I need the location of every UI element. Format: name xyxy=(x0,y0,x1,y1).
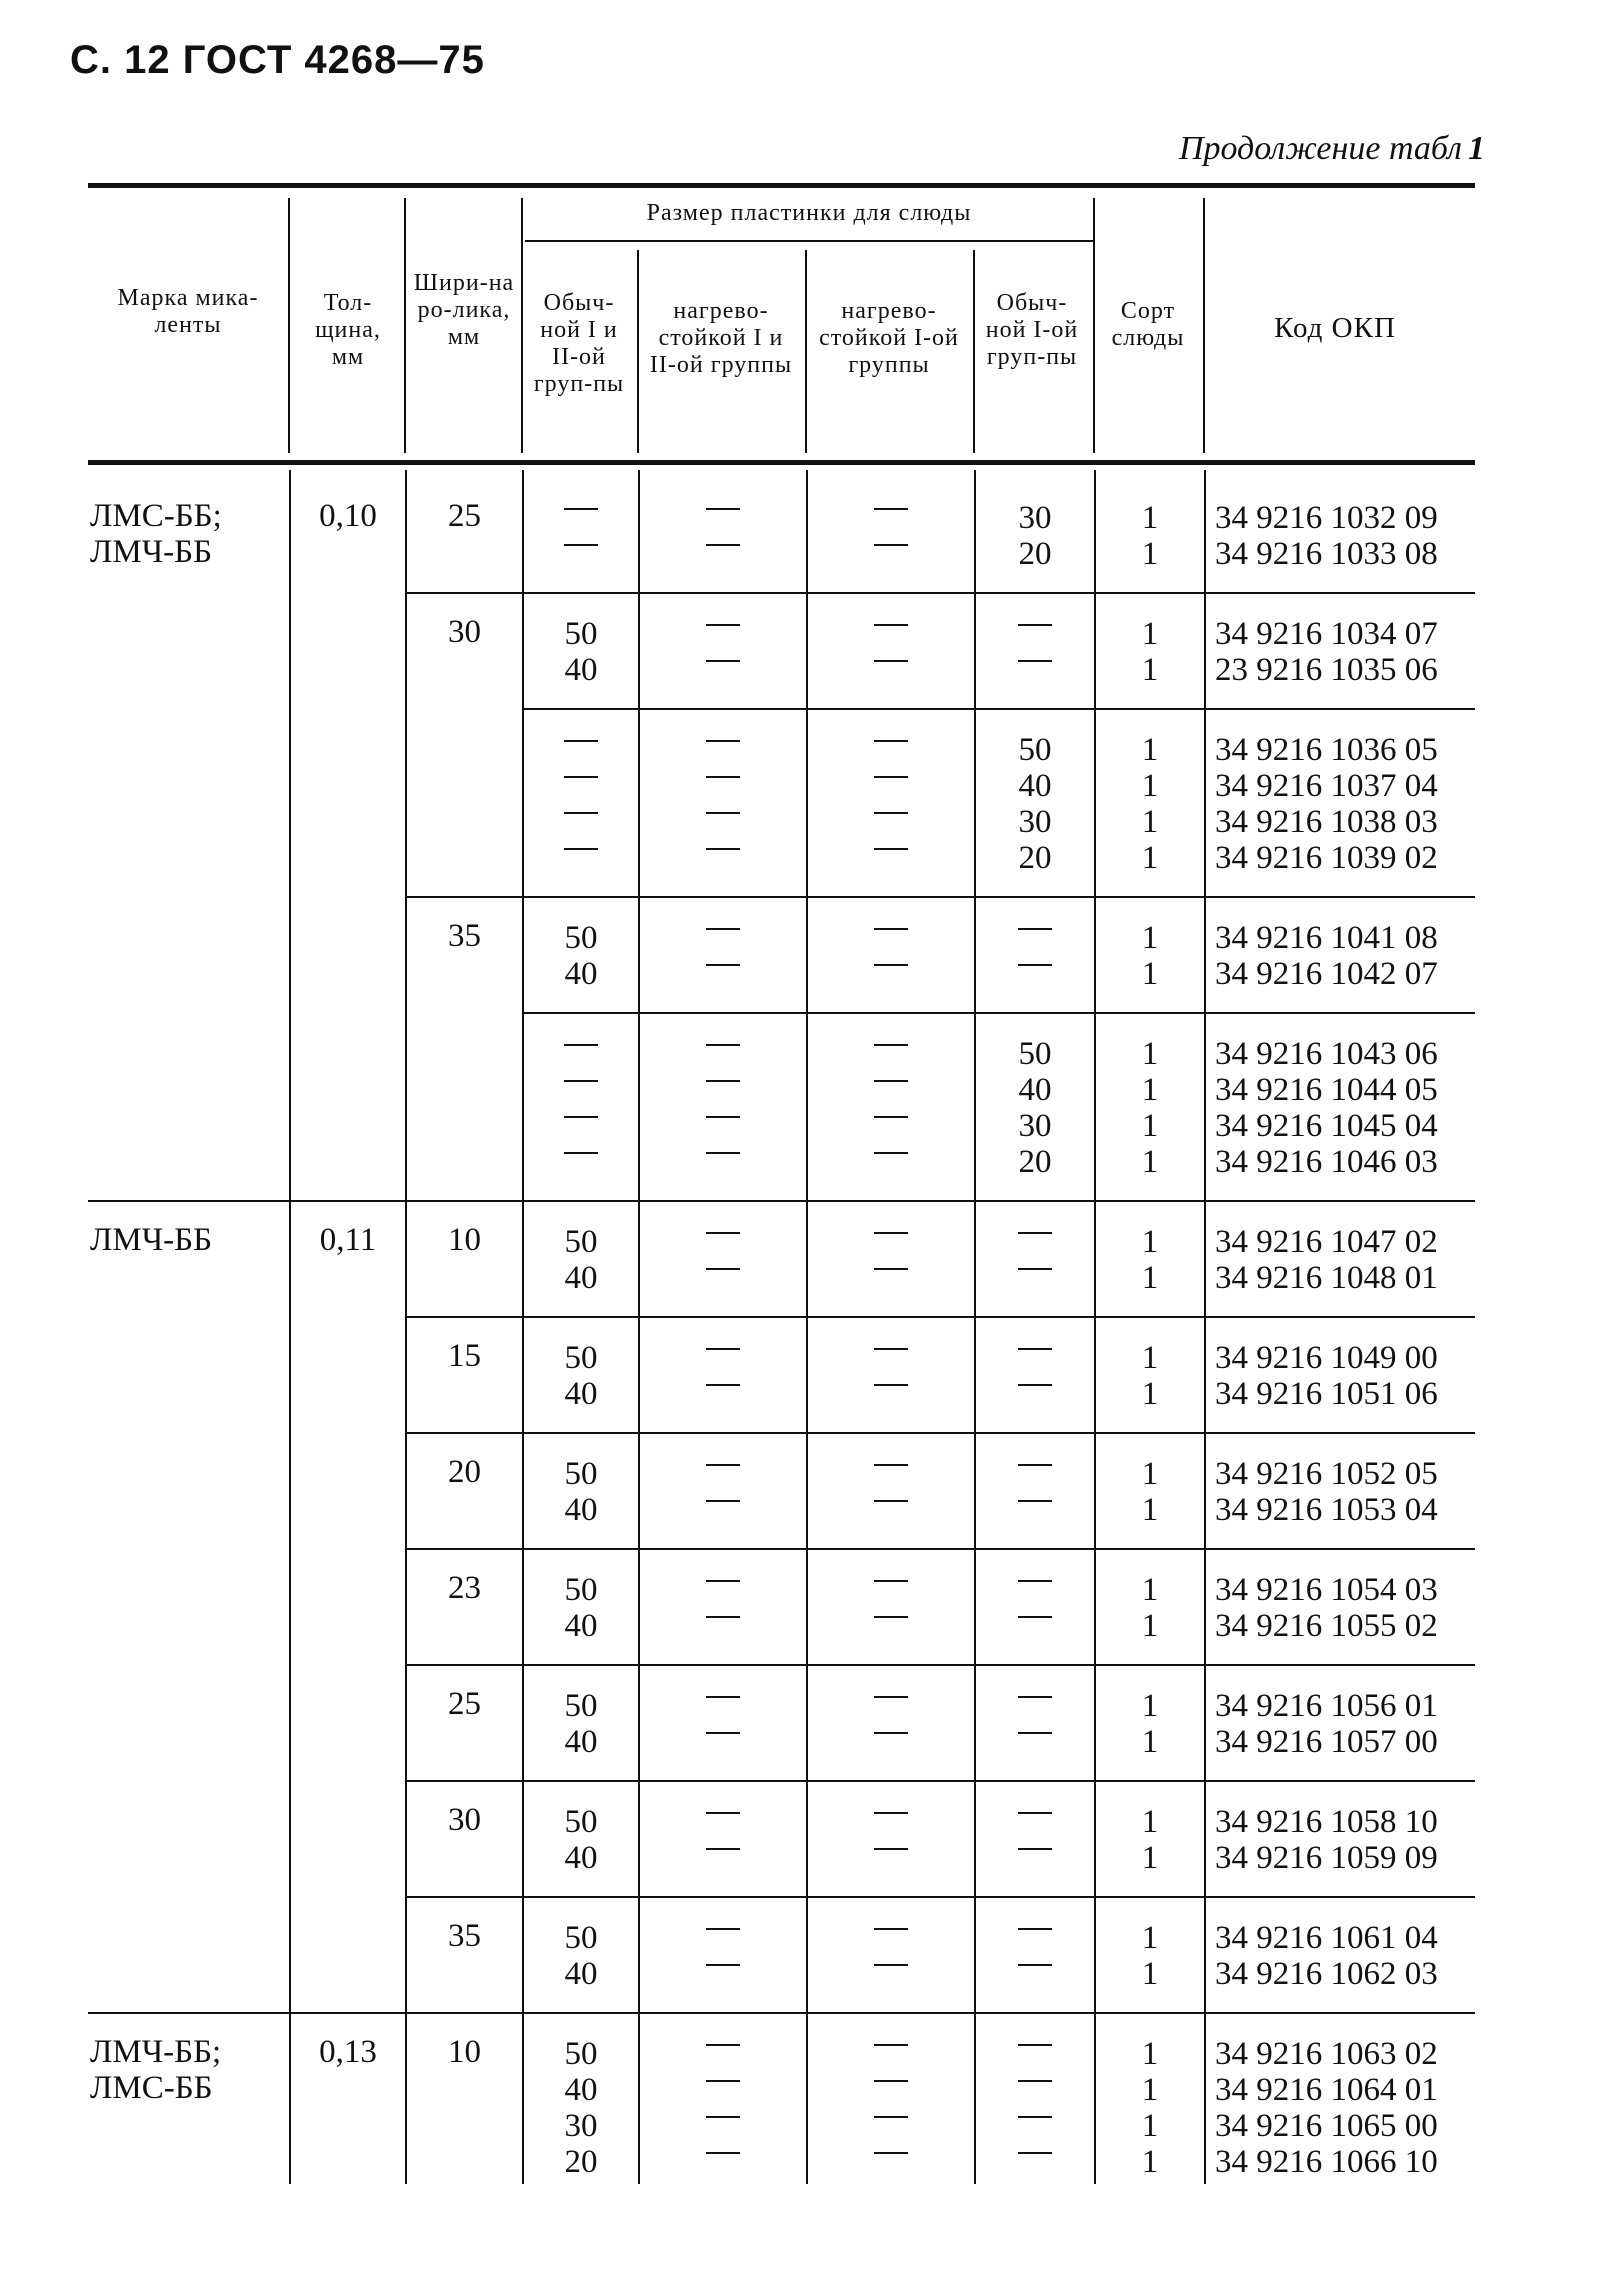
dash-icon xyxy=(975,2072,1095,2108)
dash-icon xyxy=(975,1920,1095,1956)
header-plate-c: нагрево-стойкой I-ой группы xyxy=(819,298,959,378)
dash-icon xyxy=(639,1724,807,1760)
dash-icon xyxy=(807,652,975,688)
header-plate-d: Обыч-ной I-ой груп-пы xyxy=(985,290,1079,370)
okp-code: 34 9216 1044 05 xyxy=(1215,1072,1438,1108)
dash-icon xyxy=(639,1036,807,1072)
dash-icon xyxy=(639,840,807,876)
dash-icon xyxy=(807,2072,975,2108)
grade-value: 1 xyxy=(1141,804,1159,840)
plate-a-value: 40 xyxy=(564,1492,598,1528)
table-caption xyxy=(1179,130,1485,168)
header-grade: Сорт слюды xyxy=(1111,298,1185,351)
dash-icon xyxy=(639,956,807,992)
plate-a-value: 40 xyxy=(564,1260,598,1296)
okp-code: 34 9216 1045 04 xyxy=(1215,1108,1438,1144)
roll-width-cell: 10 xyxy=(448,1222,481,1258)
plate-a-value: 50 xyxy=(564,1804,598,1840)
grade-value: 1 xyxy=(1141,1920,1159,1956)
okp-code: 34 9216 1033 08 xyxy=(1215,536,1438,572)
dash-icon xyxy=(975,956,1095,992)
dash-icon xyxy=(807,1920,975,1956)
dash-icon xyxy=(639,536,807,572)
dash-icon xyxy=(807,1492,975,1528)
dash-icon xyxy=(807,536,975,572)
grade-value: 1 xyxy=(1141,2036,1159,2072)
roll-width-cell: 25 xyxy=(448,498,481,534)
plate-d-value: 20 xyxy=(1018,536,1052,572)
grade-value: 1 xyxy=(1141,768,1159,804)
thickness-cell: 0,11 xyxy=(319,1222,377,1258)
header-brand: Марка мика-ленты xyxy=(117,285,259,338)
plate-a-value: 40 xyxy=(564,1840,598,1876)
dash-icon xyxy=(807,1260,975,1296)
dash-icon xyxy=(639,804,807,840)
grade-value: 1 xyxy=(1141,1688,1159,1724)
roll-width-cell: 23 xyxy=(448,1570,481,1606)
grade-value: 1 xyxy=(1141,920,1159,956)
okp-code: 34 9216 1063 02 xyxy=(1215,2036,1438,2072)
grade-value: 1 xyxy=(1141,1108,1159,1144)
dash-icon xyxy=(639,1456,807,1492)
dash-icon xyxy=(639,768,807,804)
dash-icon xyxy=(639,1840,807,1876)
okp-code: 34 9216 1064 01 xyxy=(1215,2072,1438,2108)
header-plate-size-group: Размер пластинки для слюды xyxy=(646,200,972,226)
dash-icon xyxy=(523,1036,639,1072)
dash-icon xyxy=(639,500,807,536)
dash-icon xyxy=(975,1840,1095,1876)
header-plate-b: нагрево-стойкой I и II-ой группы xyxy=(649,298,793,378)
thickness-cell: 0,13 xyxy=(319,2034,377,2070)
plate-a-value: 20 xyxy=(564,2144,598,2180)
plate-a-value: 50 xyxy=(564,2036,598,2072)
grade-value: 1 xyxy=(1141,1804,1159,1840)
dash-icon xyxy=(975,1804,1095,1840)
dash-icon xyxy=(639,732,807,768)
roll-width-cell: 25 xyxy=(448,1686,481,1722)
row-separator xyxy=(88,1200,1475,1202)
okp-code: 34 9216 1036 05 xyxy=(1215,732,1438,768)
row-separator xyxy=(406,1432,1475,1434)
brand-cell: ЛМЧ-ББ xyxy=(90,1222,213,1258)
plate-a-value: 40 xyxy=(564,1956,598,1992)
okp-code: 34 9216 1038 03 xyxy=(1215,804,1438,840)
header-code: Код ОКП xyxy=(1274,312,1396,344)
grade-value: 1 xyxy=(1141,500,1159,536)
row-separator xyxy=(406,1896,1475,1898)
plate-a-value: 40 xyxy=(564,1724,598,1760)
plate-a-value: 50 xyxy=(564,1688,598,1724)
okp-code: 34 9216 1062 03 xyxy=(1215,1956,1438,1992)
plate-d-value: 40 xyxy=(1018,1072,1052,1108)
plate-a-value: 40 xyxy=(564,1376,598,1412)
row-separator xyxy=(88,2012,1475,2014)
col-divider xyxy=(288,198,290,453)
dash-icon xyxy=(807,1688,975,1724)
dash-icon xyxy=(639,1956,807,1992)
grade-value: 1 xyxy=(1141,616,1159,652)
okp-code: 34 9216 1037 04 xyxy=(1215,768,1438,804)
okp-code: 34 9216 1055 02 xyxy=(1215,1608,1438,1644)
row-separator xyxy=(523,708,1475,710)
okp-code: 34 9216 1065 00 xyxy=(1215,2108,1438,2144)
caption-text: Продолжение табл xyxy=(1178,130,1462,167)
dash-icon xyxy=(807,1108,975,1144)
okp-code: 34 9216 1053 04 xyxy=(1215,1492,1438,1528)
dash-icon xyxy=(639,1492,807,1528)
dash-icon xyxy=(975,1724,1095,1760)
plate-d-value: 20 xyxy=(1018,840,1052,876)
grade-value: 1 xyxy=(1141,1376,1159,1412)
okp-code: 34 9216 1058 10 xyxy=(1215,1804,1438,1840)
dash-icon xyxy=(639,1376,807,1412)
grade-value: 1 xyxy=(1141,1956,1159,1992)
dash-icon xyxy=(807,1804,975,1840)
row-separator xyxy=(523,1012,1475,1014)
col-divider xyxy=(805,250,807,453)
plate-d-value: 40 xyxy=(1018,768,1052,804)
dash-icon xyxy=(807,616,975,652)
plate-d-value: 20 xyxy=(1018,1144,1052,1180)
plate-a-value: 50 xyxy=(564,1224,598,1260)
dash-icon xyxy=(639,1572,807,1608)
dash-icon xyxy=(523,804,639,840)
col-divider xyxy=(974,470,976,2184)
col-divider xyxy=(637,250,639,453)
okp-code: 34 9216 1046 03 xyxy=(1215,1144,1438,1180)
dash-icon xyxy=(807,1376,975,1412)
dash-icon xyxy=(639,1804,807,1840)
dash-icon xyxy=(807,1572,975,1608)
dash-icon xyxy=(523,732,639,768)
plate-d-value: 50 xyxy=(1018,1036,1052,1072)
grade-value: 1 xyxy=(1141,732,1159,768)
plate-a-value: 40 xyxy=(564,652,598,688)
okp-code: 34 9216 1042 07 xyxy=(1215,956,1438,992)
dash-icon xyxy=(807,1036,975,1072)
row-separator xyxy=(406,1664,1475,1666)
dash-icon xyxy=(639,1108,807,1144)
dash-icon xyxy=(639,2072,807,2108)
dash-icon xyxy=(639,1224,807,1260)
col-divider xyxy=(638,470,640,2184)
header-plate-a: Обыч-ной I и II-ой груп-пы xyxy=(533,290,625,397)
grade-value: 1 xyxy=(1141,1492,1159,1528)
dash-icon xyxy=(807,1144,975,1180)
dash-icon xyxy=(523,500,639,536)
okp-code: 34 9216 1054 03 xyxy=(1215,1572,1438,1608)
dash-icon xyxy=(639,1688,807,1724)
roll-width-cell: 20 xyxy=(448,1454,481,1490)
plate-d-value: 50 xyxy=(1018,732,1052,768)
col-divider xyxy=(806,470,808,2184)
dash-icon xyxy=(639,2144,807,2180)
dash-icon xyxy=(639,920,807,956)
plate-d-value: 30 xyxy=(1018,804,1052,840)
okp-code: 34 9216 1049 00 xyxy=(1215,1340,1438,1376)
okp-code: 34 9216 1061 04 xyxy=(1215,1920,1438,1956)
grade-value: 1 xyxy=(1141,1260,1159,1296)
dash-icon xyxy=(523,1108,639,1144)
okp-code: 34 9216 1048 01 xyxy=(1215,1260,1438,1296)
dash-icon xyxy=(807,956,975,992)
dash-icon xyxy=(975,1340,1095,1376)
grade-value: 1 xyxy=(1141,536,1159,572)
col-divider xyxy=(1093,198,1095,453)
plate-d-value: 30 xyxy=(1018,1108,1052,1144)
dash-icon xyxy=(807,1072,975,1108)
row-separator xyxy=(406,1316,1475,1318)
plate-a-value: 50 xyxy=(564,920,598,956)
dash-icon xyxy=(807,1608,975,1644)
dash-icon xyxy=(639,616,807,652)
dash-icon xyxy=(523,768,639,804)
roll-width-cell: 35 xyxy=(448,1918,481,1954)
okp-code: 34 9216 1057 00 xyxy=(1215,1724,1438,1760)
dash-icon xyxy=(639,1072,807,1108)
roll-width-cell: 30 xyxy=(448,614,481,650)
okp-code: 34 9216 1047 02 xyxy=(1215,1224,1438,1260)
dash-icon xyxy=(975,1492,1095,1528)
okp-code: 34 9216 1043 06 xyxy=(1215,1036,1438,1072)
grade-value: 1 xyxy=(1141,1840,1159,1876)
dash-icon xyxy=(975,1260,1095,1296)
brand-cell: ЛМС-ББ; ЛМЧ-ББ xyxy=(90,498,222,570)
brand-cell: ЛМЧ-ББ; ЛМС-ББ xyxy=(90,2034,222,2106)
roll-width-cell: 10 xyxy=(448,2034,481,2070)
row-separator xyxy=(406,1780,1475,1782)
dash-icon xyxy=(807,768,975,804)
okp-code: 34 9216 1041 08 xyxy=(1215,920,1438,956)
col-divider xyxy=(1204,470,1206,2184)
grade-value: 1 xyxy=(1141,956,1159,992)
group-title-rule xyxy=(525,240,1093,242)
dash-icon xyxy=(975,1956,1095,1992)
plate-a-value: 50 xyxy=(564,1340,598,1376)
dash-icon xyxy=(975,1376,1095,1412)
plate-d-value: 30 xyxy=(1018,500,1052,536)
row-separator xyxy=(406,1548,1475,1550)
dash-icon xyxy=(639,1920,807,1956)
dash-icon xyxy=(807,1456,975,1492)
grade-value: 1 xyxy=(1141,1608,1159,1644)
header-roll-width: Шири-на ро-лика, мм xyxy=(413,270,515,350)
roll-width-cell: 35 xyxy=(448,918,481,954)
dash-icon xyxy=(639,1340,807,1376)
dash-icon xyxy=(807,732,975,768)
dash-icon xyxy=(807,2144,975,2180)
grade-value: 1 xyxy=(1141,1036,1159,1072)
grade-value: 1 xyxy=(1141,652,1159,688)
dash-icon xyxy=(975,1456,1095,1492)
col-divider xyxy=(521,198,523,453)
grade-value: 1 xyxy=(1141,1456,1159,1492)
col-divider xyxy=(1094,470,1096,2184)
col-divider xyxy=(405,470,407,2184)
dash-icon xyxy=(639,652,807,688)
col-divider xyxy=(1203,198,1205,453)
col-divider xyxy=(289,470,291,2184)
dash-icon xyxy=(523,1144,639,1180)
dash-icon xyxy=(807,1340,975,1376)
dash-icon xyxy=(975,616,1095,652)
dash-icon xyxy=(807,1224,975,1260)
top-rule xyxy=(88,183,1475,188)
grade-value: 1 xyxy=(1141,2072,1159,2108)
plate-a-value: 50 xyxy=(564,1572,598,1608)
okp-code: 34 9216 1034 07 xyxy=(1215,616,1438,652)
okp-code: 34 9216 1059 09 xyxy=(1215,1840,1438,1876)
dash-icon xyxy=(807,1840,975,1876)
grade-value: 1 xyxy=(1141,1724,1159,1760)
col-divider xyxy=(973,250,975,453)
dash-icon xyxy=(523,840,639,876)
col-divider xyxy=(522,470,524,2184)
dash-icon xyxy=(807,2036,975,2072)
col-divider xyxy=(404,198,406,453)
plate-a-value: 40 xyxy=(564,2072,598,2108)
dash-icon xyxy=(975,1572,1095,1608)
dash-icon xyxy=(639,1260,807,1296)
plate-a-value: 40 xyxy=(564,1608,598,1644)
grade-value: 1 xyxy=(1141,1144,1159,1180)
roll-width-cell: 15 xyxy=(448,1338,481,1374)
dash-icon xyxy=(523,536,639,572)
plate-a-value: 30 xyxy=(564,2108,598,2144)
dash-icon xyxy=(975,652,1095,688)
dash-icon xyxy=(975,1224,1095,1260)
dash-icon xyxy=(807,840,975,876)
grade-value: 1 xyxy=(1141,2144,1159,2180)
dash-icon xyxy=(975,2108,1095,2144)
plate-a-value: 40 xyxy=(564,956,598,992)
thickness-cell: 0,10 xyxy=(319,498,377,534)
okp-code: 34 9216 1056 01 xyxy=(1215,1688,1438,1724)
grade-value: 1 xyxy=(1141,840,1159,876)
dash-icon xyxy=(975,920,1095,956)
okp-code: 23 9216 1035 06 xyxy=(1215,652,1438,688)
grade-value: 1 xyxy=(1141,2108,1159,2144)
dash-icon xyxy=(639,1144,807,1180)
dash-icon xyxy=(807,804,975,840)
dash-icon xyxy=(975,1608,1095,1644)
dash-icon xyxy=(807,2108,975,2144)
dash-icon xyxy=(523,1072,639,1108)
grade-value: 1 xyxy=(1141,1340,1159,1376)
row-separator xyxy=(406,896,1475,898)
okp-code: 34 9216 1052 05 xyxy=(1215,1456,1438,1492)
dash-icon xyxy=(975,2036,1095,2072)
okp-code: 34 9216 1039 02 xyxy=(1215,840,1438,876)
plate-a-value: 50 xyxy=(564,1920,598,1956)
grade-value: 1 xyxy=(1141,1224,1159,1260)
okp-code: 34 9216 1066 10 xyxy=(1215,2144,1438,2180)
page-header: С. 12 ГОСТ 4268—75 xyxy=(70,38,485,82)
dash-icon xyxy=(975,2144,1095,2180)
grade-value: 1 xyxy=(1141,1072,1159,1108)
plate-a-value: 50 xyxy=(564,616,598,652)
roll-width-cell: 30 xyxy=(448,1802,481,1838)
dash-icon xyxy=(639,2036,807,2072)
plate-a-value: 50 xyxy=(564,1456,598,1492)
header-thickness: Тол-щина, мм xyxy=(315,290,381,370)
dash-icon xyxy=(807,1724,975,1760)
dash-icon xyxy=(807,1956,975,1992)
row-separator xyxy=(406,592,1475,594)
dash-icon xyxy=(639,2108,807,2144)
grade-value: 1 xyxy=(1141,1572,1159,1608)
dash-icon xyxy=(807,920,975,956)
caption-number: 1 xyxy=(1468,130,1485,167)
dash-icon xyxy=(807,500,975,536)
okp-code: 34 9216 1051 06 xyxy=(1215,1376,1438,1412)
okp-code: 34 9216 1032 09 xyxy=(1215,500,1438,536)
dash-icon xyxy=(975,1688,1095,1724)
dash-icon xyxy=(639,1608,807,1644)
header-bottom-rule xyxy=(88,460,1475,465)
